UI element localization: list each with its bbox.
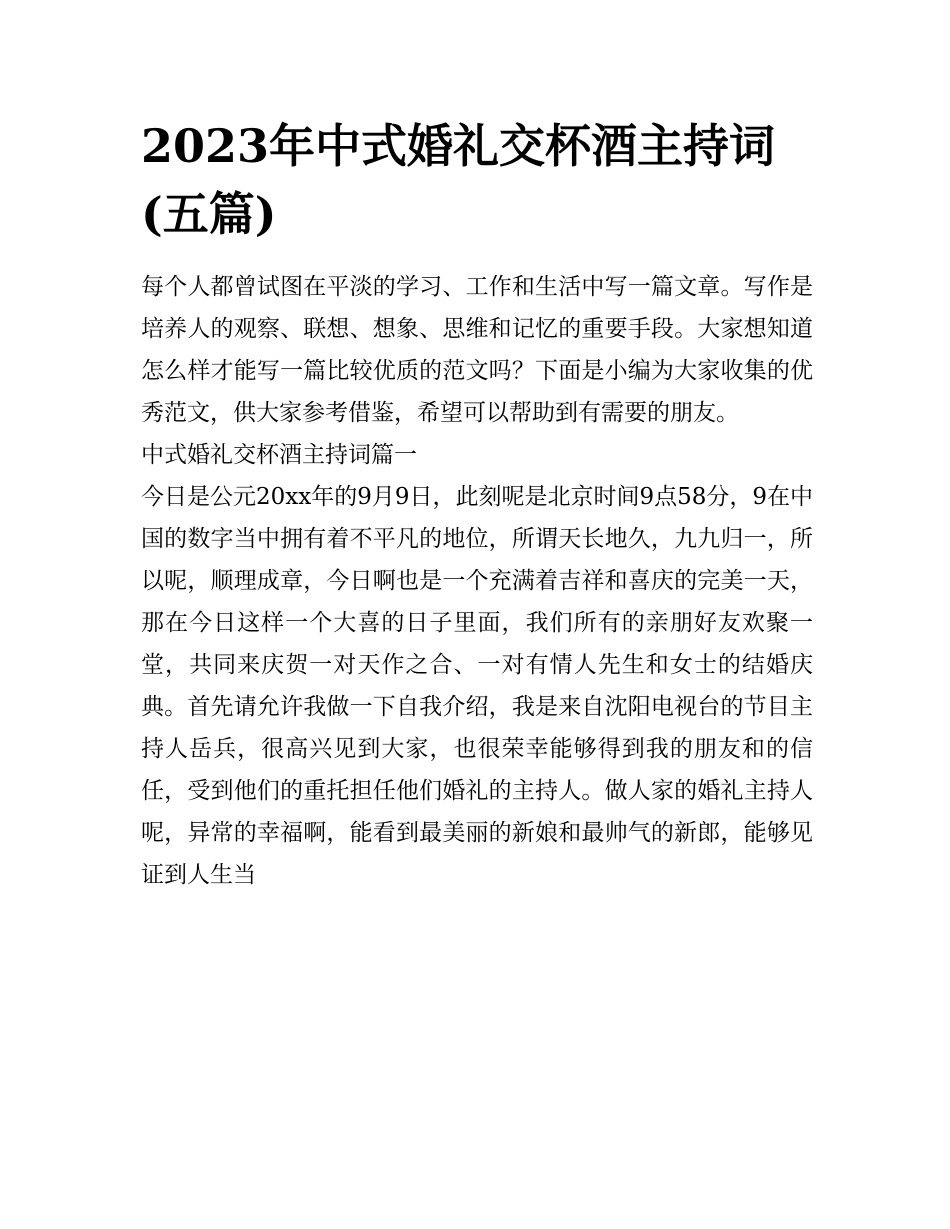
intro-paragraph: 每个人都曾试图在平淡的学习、工作和生活中写一篇文章。写作是培养人的观察、联想、想象、思维和记忆的重要手段。大家想知道怎么样才能写一篇比较优质的范文吗？下面是小编为大家收集的优秀范文，供大家参考借鉴，希望可以帮助到有需要的朋友。 bbox=[141, 274, 813, 426]
document-body bbox=[141, 266, 813, 896]
section-paragraph: 今日是公元20xx年的9月9日，此刻呢是北京时间9点58分，9在中国的数字当中拥有着不平凡的地位，所谓天长地久，九九归一，所以呢，顺理成章，今日啊也是一个充满着吉祥和喜庆的完美一天，那在今日这样一个大喜的日子里面，我们所有的亲朋好友欢聚一堂，共同来庆贺一对天作之合、一对有情人先生和女士的结婚庆典。首先请允许我做一下自我介绍，我是来自沈阳电视台的节目主持人岳兵，很高兴见到大家，也很荣幸能够得到我的朋友和的信任，受到他们的重托担任他们婚礼的主持人。做人家的婚礼主持人呢，异常的幸福啊，能看到最美丽的新娘和最帅气的新郎，能够见证到人生当 bbox=[141, 484, 814, 888]
document-page bbox=[141, 112, 813, 896]
document-title: 2023年中式婚礼交杯酒主持词(五篇) bbox=[141, 119, 776, 241]
section-heading: 中式婚礼交杯酒主持词篇一 bbox=[141, 442, 417, 468]
